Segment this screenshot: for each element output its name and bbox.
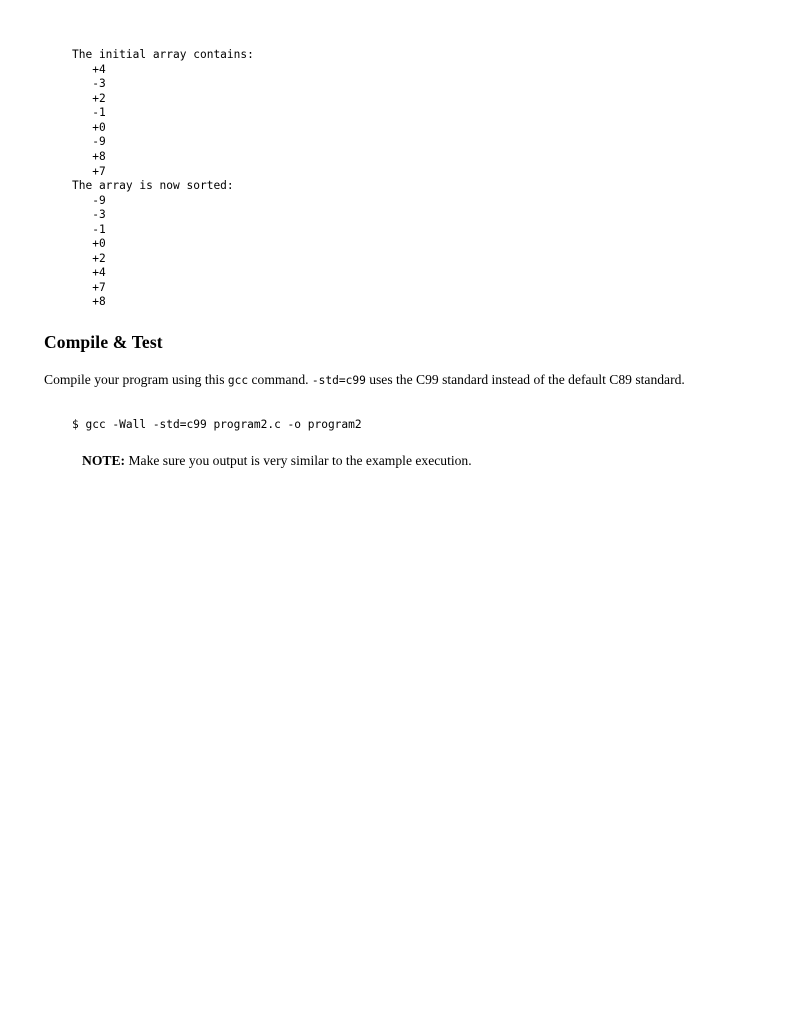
terminal-line: +0 — [72, 120, 106, 134]
terminal-line: -1 — [72, 106, 106, 120]
note-line — [82, 452, 472, 470]
terminal-line: +7 — [72, 164, 106, 178]
terminal-line: +2 — [72, 91, 106, 105]
note-text: Make sure you output is very similar to the example execution. — [125, 452, 472, 468]
example-execution-output — [72, 48, 254, 310]
terminal-line: +4 — [72, 266, 106, 280]
terminal-line: The array is now sorted: — [72, 179, 234, 193]
note-label: NOTE: — [82, 452, 126, 468]
paragraph-text-part2: command. — [248, 371, 312, 387]
terminal-line: -1 — [72, 222, 106, 236]
terminal-line: The initial array contains: — [72, 48, 254, 62]
inline-code-std-c99: -std=c99 — [311, 373, 366, 387]
terminal-line: -3 — [72, 77, 106, 91]
terminal-line: +4 — [72, 62, 106, 76]
paragraph-text-part3: uses the C99 standard instead of the default C89 standard. — [365, 371, 685, 387]
terminal-line: +8 — [72, 295, 106, 309]
terminal-line: -9 — [72, 193, 106, 207]
terminal-line: +8 — [72, 150, 106, 164]
section-heading-compile-test: Compile & Test — [44, 331, 163, 352]
terminal-line: -3 — [72, 208, 106, 222]
inline-code-gcc: gcc — [227, 373, 249, 387]
terminal-line: +0 — [72, 237, 106, 251]
terminal-line: -9 — [72, 135, 106, 149]
paragraph-text-part1: Compile your program using this — [44, 371, 228, 387]
compile-instructions-paragraph — [44, 371, 714, 390]
compile-command: $ gcc -Wall -std=c99 program2.c -o program2 — [72, 418, 362, 432]
terminal-line: +7 — [72, 280, 106, 294]
terminal-line: +2 — [72, 251, 106, 265]
